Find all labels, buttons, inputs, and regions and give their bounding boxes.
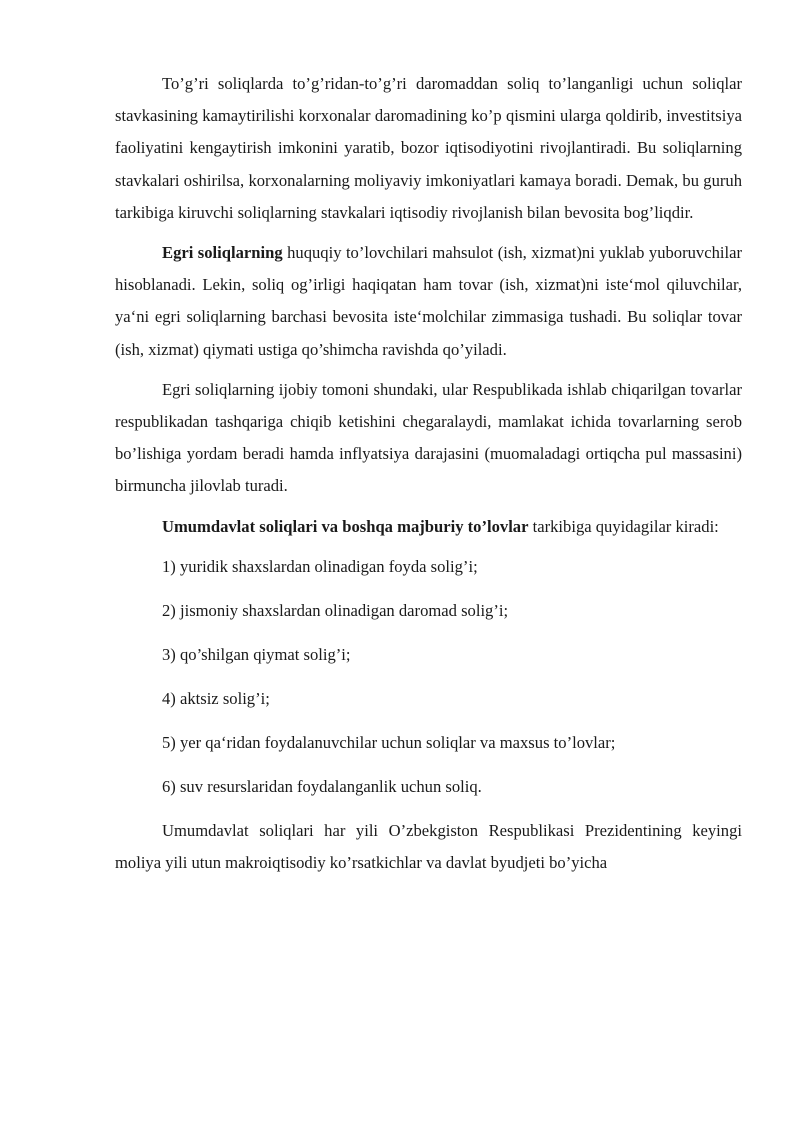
paragraph-national-taxes-text: tarkibiga quyidagilar kiradi:: [528, 516, 719, 536]
list-item: 1) yuridik shaxslardan olinadigan foyda solig’i;: [162, 556, 478, 576]
paragraph-indirect-taxes: [115, 237, 742, 366]
paragraph-direct-taxes: To’g’ri soliqlarda to’g’ridan-to’g’ri daromaddan soliq to’langanligi uchun soliqlar stavkasining kamaytirilishi korxonalar daromadining ko’p qismini ularga qoldirib, investitsiya faoliyatini kengaytirish imkonini yaratib, bozor iqtisodiyotini rivojlantiradi. Bu soliqlarning stavkalari oshirilsa, korxonalarning moliyaviy imkoniyatlari kamaya boradi. Demak, bu guruh tarkibiga kiruvchi soliqlarning stavkalari iqtisodiy rivojlanish bilan bevosita bog’liqdir.: [115, 74, 742, 222]
list-item: 4) aktsiz solig’i;: [162, 688, 270, 708]
paragraph-annual-taxes: Umumdavlat soliqlari har yili O’zbekgiston Respublikasi Prezidentining keyingi moliya yili utun makroiqtisodiy ko’rsatkichlar va davlat byudjeti bo’yicha: [115, 820, 742, 873]
term-national-taxes: Umumdavlat soliqlari va boshqa majburiy to’lovlar: [162, 516, 529, 536]
paragraph-national-taxes: [115, 511, 742, 543]
paragraph-indirect-positive: Egri soliqlarning ijobiy tomoni shundaki, ular Respublikada ishlab chiqarilgan tovarlar respublikadan tashqariga chiqib ketishini chegaralaydi, mamlakat ichida tovarlarning serob bo’lishiga yordam beradi hamda inflyatsiya darajasini (muomaladagi ortiqcha pul massasini) birmuncha jilovlab turadi.: [115, 379, 742, 496]
document-page: [115, 68, 742, 887]
list-item: 3) qo’shilgan qiymat solig’i;: [162, 644, 351, 664]
list-item: 6) suv resurslaridan foydalanganlik uchun soliq.: [162, 776, 482, 796]
paragraph-indirect-taxes-text: huquqiy to’lovchilari mahsulot (ish, xizmat)ni yuklab yuboruvchilar hisoblanadi. Lekin, soliq og’irligi haqiqatan ham tovar (ish, xizmat)ni iste‘mol qiluvchilar, ya‘ni egri soliqlarning barchasi bevosita iste‘molchilar zimmasiga tushadi. Bu soliqlar tovar (ish, xizmat) qiymati ustiga qo’shimcha ravishda qo’yiladi.: [115, 243, 742, 359]
term-indirect-taxes: Egri soliqlarning: [162, 243, 283, 263]
list-item: 2) jismoniy shaxslardan olinadigan daromad solig’i;: [162, 600, 509, 620]
list-item: 5) yer qa‘ridan foydalanuvchilar uchun soliqlar va maxsus to’lovlar;: [162, 732, 616, 752]
